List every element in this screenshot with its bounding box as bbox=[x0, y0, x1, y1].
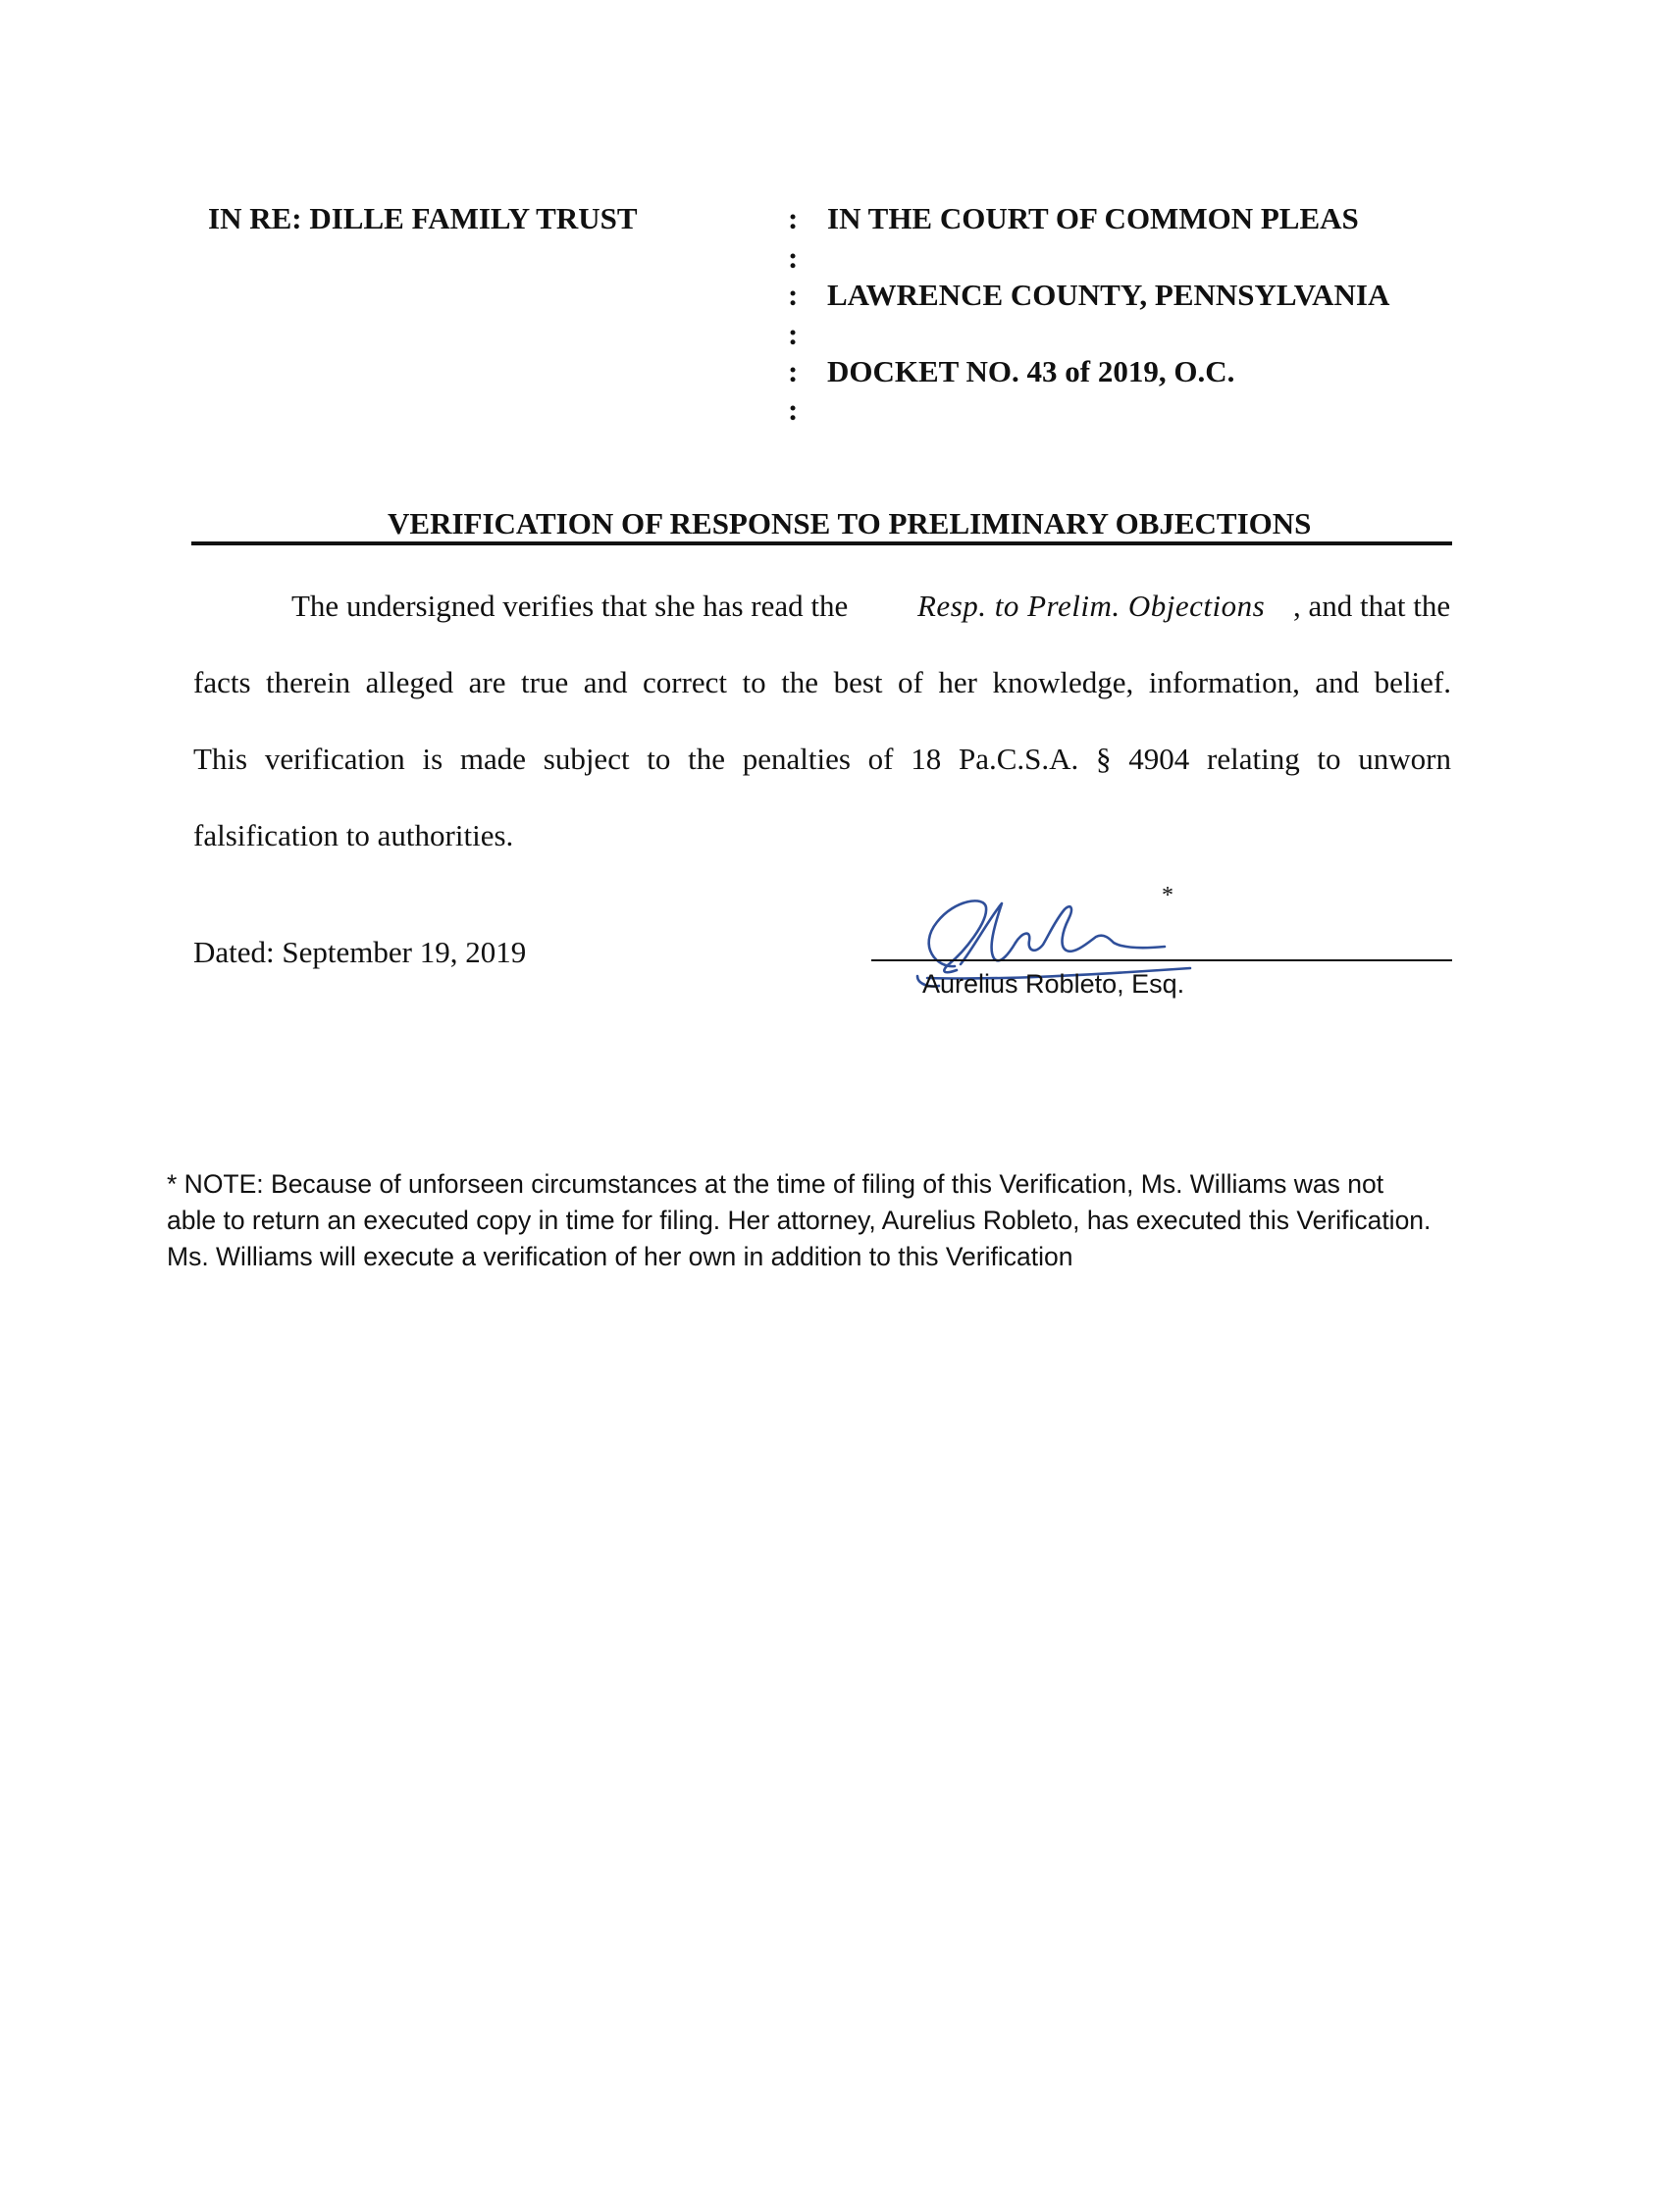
caption-colon: : bbox=[788, 392, 799, 427]
note-line-1: * NOTE: Because of unforseen circumstances at the time of filing of this Verification, Ms. Williams was not bbox=[167, 1169, 1384, 1199]
heading-rule bbox=[191, 541, 1452, 545]
county-name: LAWRENCE COUNTY, PENNSYLVANIA bbox=[827, 278, 1390, 312]
caption-colon: : bbox=[788, 354, 799, 388]
body-line-4: falsification to authorities. bbox=[193, 818, 514, 852]
caption-colon: : bbox=[788, 201, 799, 235]
case-title: IN RE: DILLE FAMILY TRUST bbox=[208, 201, 638, 235]
signer-name: Aurelius Robleto, Esq. bbox=[922, 969, 1185, 999]
docket-number: DOCKET NO. 43 of 2019, O.C. bbox=[827, 354, 1235, 388]
document-name: Resp. to Prelim. Objections bbox=[917, 589, 1266, 623]
body-line-1-start: The undersigned verifies that she has read the bbox=[291, 589, 849, 623]
body-line-3: This verification is made subject to the penalties of 18 Pa.C.S.A. § 4904 relating to unworn bbox=[193, 742, 1451, 776]
signature-asterisk: * bbox=[1162, 883, 1173, 908]
document-heading: VERIFICATION OF RESPONSE TO PRELIMINARY OBJECTIONS bbox=[388, 506, 1312, 540]
caption-colon: : bbox=[788, 240, 799, 275]
note-line-2: able to return an executed copy in time for filing. Her attorney, Aurelius Robleto, has executed this Verification. bbox=[167, 1206, 1432, 1235]
court-name: IN THE COURT OF COMMON PLEAS bbox=[827, 201, 1359, 235]
signature-line bbox=[871, 959, 1452, 961]
caption-colon: : bbox=[788, 278, 799, 312]
dated-line: Dated: September 19, 2019 bbox=[193, 935, 527, 969]
body-line-2: facts therein alleged are true and correct to the best of her knowledge, information, and belief. bbox=[193, 665, 1451, 699]
body-line-1-end: , and that the bbox=[1293, 589, 1451, 623]
note-line-3: Ms. Williams will execute a verification of her own in addition to this Verification bbox=[167, 1242, 1073, 1271]
caption-colon: : bbox=[788, 317, 799, 351]
